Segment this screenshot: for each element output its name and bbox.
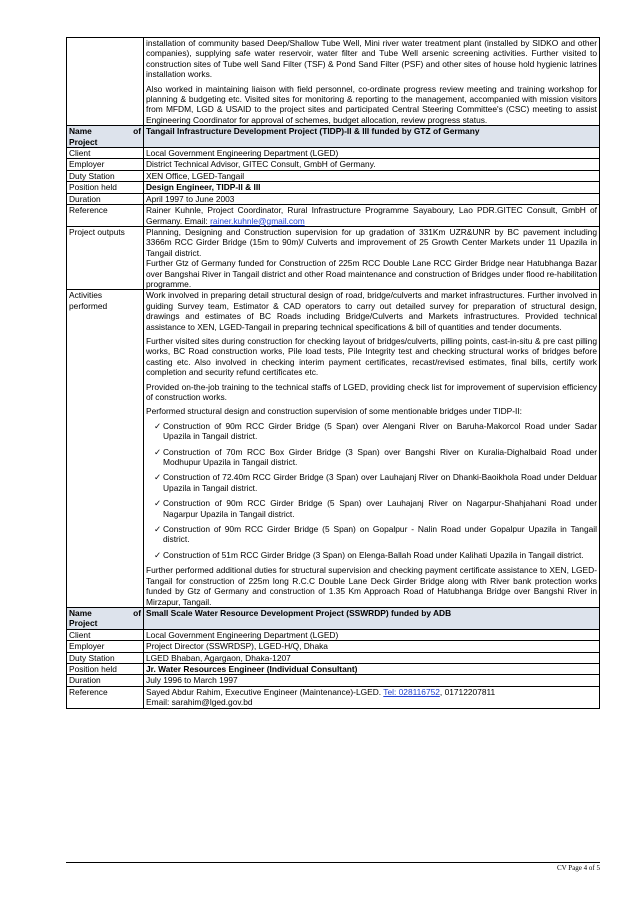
reference-text: Sayed Abdur Rahim, Executive Engineer (Maintenance)-LGED. (146, 686, 384, 697)
employer-value: District Technical Advisor, GITEC Consult, GmbH of Germany. (144, 159, 600, 170)
activities-paragraph-5: Further performed additional duties for structural supervision and checking payment certificate assistance to XEN, LGED-Tangail for construction of 225m long R.C.C Double Lane Deck Girder Bridge along with River bank protection works funded by Gtz of Germany and construction of 1.35 Km Approach Road of Hatubhanga Bridge over Bangshi River in Mirzapur, Tangail. (146, 565, 597, 607)
reference-phone: , 01712207811 (439, 686, 496, 697)
activities-label-line-1: Activities (69, 290, 103, 301)
activities-paragraph-1: Work involved in preparing detail structural design of road, bridge/culverts and market infrastructures. Further involved in guiding Survey team, Estimator & CAD operators to carry out detailed survey for preparation of structural design, drawings and estimates of BC Roads including Bridge/Culverts and Markets infrastructures. Provided technical assistance to XEN, LGED-Tangail in preparing technical specifications & bill of quantities and tender documents. (146, 290, 597, 332)
reference-label: Reference (67, 686, 144, 708)
table-row (67, 290, 600, 608)
employer-value: Project Director (SSWRDSP), LGED-H/Q, Dhaka (144, 641, 600, 652)
project-label: Project (69, 618, 98, 629)
reference-value (144, 686, 600, 708)
reference-tel-link[interactable]: Tel: 028116752 (383, 686, 440, 697)
activities-label (67, 290, 144, 608)
intro-paragraph-2: Also worked in maintaining liaison with field personnel, co-ordinate progress review meeting and training workshop for planning & budgeting etc. Visited sites for monitoring & reporting to the management, accompanied with mission visitors from MFDM, LGD & USAID to the project sites and participated Central Steering Committee's (CSC) meeting to assist Engineering Coordinator for approval of schemes, budget allocation, review progress status. (146, 83, 597, 125)
footer-divider (66, 862, 600, 863)
project-name: Tangail Infrastructure Development Project (TIDP)-II & III funded by GTZ of Germany (144, 126, 600, 148)
position-value: Design Engineer, TIDP-II & III (144, 182, 600, 193)
employer-label: Employer (67, 159, 144, 170)
table-row (67, 170, 600, 181)
outputs-paragraph-2: Further Gtz of Germany funded for Construction of 225m RCC Double Lane RCC Girder Bridge near Hatubhanga Bazar over Bangshai River in Tangail district and other Road maintenance and construction of Bridges under flood re-habilitation programme. (146, 258, 597, 289)
page-number: CV Page 4 of 5 (556, 864, 600, 872)
name-label: Name (69, 607, 92, 618)
reference-email: Email: sarahim@lged.gov.bd (146, 697, 253, 708)
client-value: Local Government Engineering Department (LGED) (144, 148, 600, 159)
label-cell (67, 607, 144, 629)
checkmark-icon: ✓ (154, 498, 162, 509)
checkmark-icon: ✓ (154, 524, 162, 535)
employer-label: Employer (67, 641, 144, 652)
activities-paragraph-4: Performed structural design and construction supervision of some mentionable bridges under TIDP-II: (146, 406, 522, 417)
table-row (67, 182, 600, 193)
of-label: of (133, 126, 141, 137)
duration-label: Duration (67, 193, 144, 204)
activities-paragraph-2: Further visited sites during construction for checking layout of bridges/culverts, pilling points, cast-in-situ & pre cast pilling works, BC Road construction works, Pile load tests, Pile Integrity test and checking structural works of bridges before casting etc. Also involved in checking interim payment certificates, recast/revised estimates, final bills, certify work completion and security refund certificates etc. (146, 335, 597, 378)
table-row (67, 226, 600, 289)
position-label: Position held (67, 663, 144, 674)
bridge-list-item: ✓ Construction of 72.40m RCC Girder Bridge (3 Span) over Lauhajanj River on Dhanki-Baoikhola Road under Delduar Upazila in Tangail district. (154, 472, 597, 493)
reference-email-link[interactable]: rainer.kuhnle@gmail.com (210, 215, 305, 226)
value-cell (144, 38, 600, 126)
table-row (67, 663, 600, 674)
reference-text: Rainer Kuhnle, Project Coordinator, Rural Infrastructure Programme Sayaboury, Lao PDR.GITEC Consult, GmbH of Germany. Email: (146, 205, 597, 226)
bridge-list-item: ✓ Construction of 90m RCC Girder Bridge (5 Span) over Lauhajanj River on Nagarpur-Shahjahani Road under Nagarpur Upazila in Tangail district. (154, 498, 597, 519)
bridge-list-item: ✓ Construction of 70m RCC Box Girder Bridge (3 Span) over Bangshi River on Kuralia-Dighalbaid Road under Modhupur Upazila in Tangail district. (154, 446, 597, 468)
project-label: Project (69, 136, 98, 147)
duration-label: Duration (67, 675, 144, 686)
client-value: Local Government Engineering Department (LGED) (144, 629, 600, 640)
table-row (67, 205, 600, 227)
bridge-list-item: ✓ Construction of 51m RCC Girder Bridge (3 Span) on Elenga-Ballah Road under Kalihati Upazila in Tangail district. (154, 549, 584, 560)
intro-paragraph-1: installation of community based Deep/Shallow Tube Well, Mini river water treatment plant (installed by SIDKO and other companies), supplying safe water reservoir, water filter and Tube Well arsenic screening activities. Further visited to construction sites of Tube well Sand Filter (TSF) & Pond Sand Filter (PSF) and other sites of house hold hygienic latrines installation works. (146, 38, 597, 80)
label-cell (67, 38, 144, 126)
duration-value: April 1997 to June 2003 (144, 193, 600, 204)
label-cell (67, 126, 144, 148)
name-label: Name (69, 126, 92, 137)
project-name-row (67, 126, 600, 148)
position-value: Jr. Water Resources Engineer (Individual Consultant) (144, 663, 600, 674)
table-row (67, 675, 600, 686)
checkmark-icon: ✓ (154, 549, 162, 560)
outputs-label: Project outputs (67, 226, 144, 289)
table-row (67, 38, 600, 126)
experience-table (66, 37, 600, 709)
reference-label: Reference (67, 205, 144, 227)
client-label: Client (67, 148, 144, 159)
of-label: of (133, 607, 141, 618)
duty-station-value: XEN Office, LGED-Tangail (144, 170, 600, 181)
checkmark-icon: ✓ (154, 446, 162, 457)
duty-station-label: Duty Station (67, 170, 144, 181)
table-row (67, 193, 600, 204)
table-row (67, 641, 600, 652)
bridge-list-item: ✓ Construction of 90m RCC Girder Bridge (5 Span) over Alengani River on Baruha-Makorcol Road under Sadar Upazila in Tangail district. (154, 420, 597, 442)
checkmark-icon: ✓ (154, 420, 162, 431)
duty-station-value: LGED Bhaban, Agargaon, Dhaka-1207 (144, 652, 600, 663)
activities-label-line-2: performed (69, 300, 108, 311)
table-row (67, 148, 600, 159)
duration-value: July 1996 to March 1997 (144, 675, 600, 686)
reference-value (144, 205, 600, 227)
outputs-paragraph-1: Planning, Designing and Construction supervision for up gradation of 331Km UZR&UNR by BC pavement including 3366m RCC Girder Bridge (15m to 90m)/ Culverts and improvement of 25 Growth Center Markets under 11 Upazila in Tangail district. (146, 226, 597, 258)
position-label: Position held (67, 182, 144, 193)
duty-station-label: Duty Station (67, 652, 144, 663)
activities-paragraph-3: Provided on-the-job training to the technical staffs of LGED, providing check list for improvement of supervision efficiency of construction works. (146, 381, 597, 402)
table-row (67, 652, 600, 663)
checkmark-icon: ✓ (154, 472, 162, 483)
outputs-value (144, 226, 600, 289)
table-row (67, 686, 600, 708)
activities-value (144, 290, 600, 608)
client-label: Client (67, 629, 144, 640)
project-name: Small Scale Water Resource Development Project (SSWRDP) funded by ADB (144, 607, 600, 629)
project-name-row (67, 607, 600, 629)
bridge-list-item: ✓ Construction of 90m RCC Girder Bridge (5 Span) on Gopalpur - Nalin Road under Gopalpur Upazila in Tangail district. (154, 524, 597, 545)
table-row (67, 629, 600, 640)
table-row (67, 159, 600, 170)
